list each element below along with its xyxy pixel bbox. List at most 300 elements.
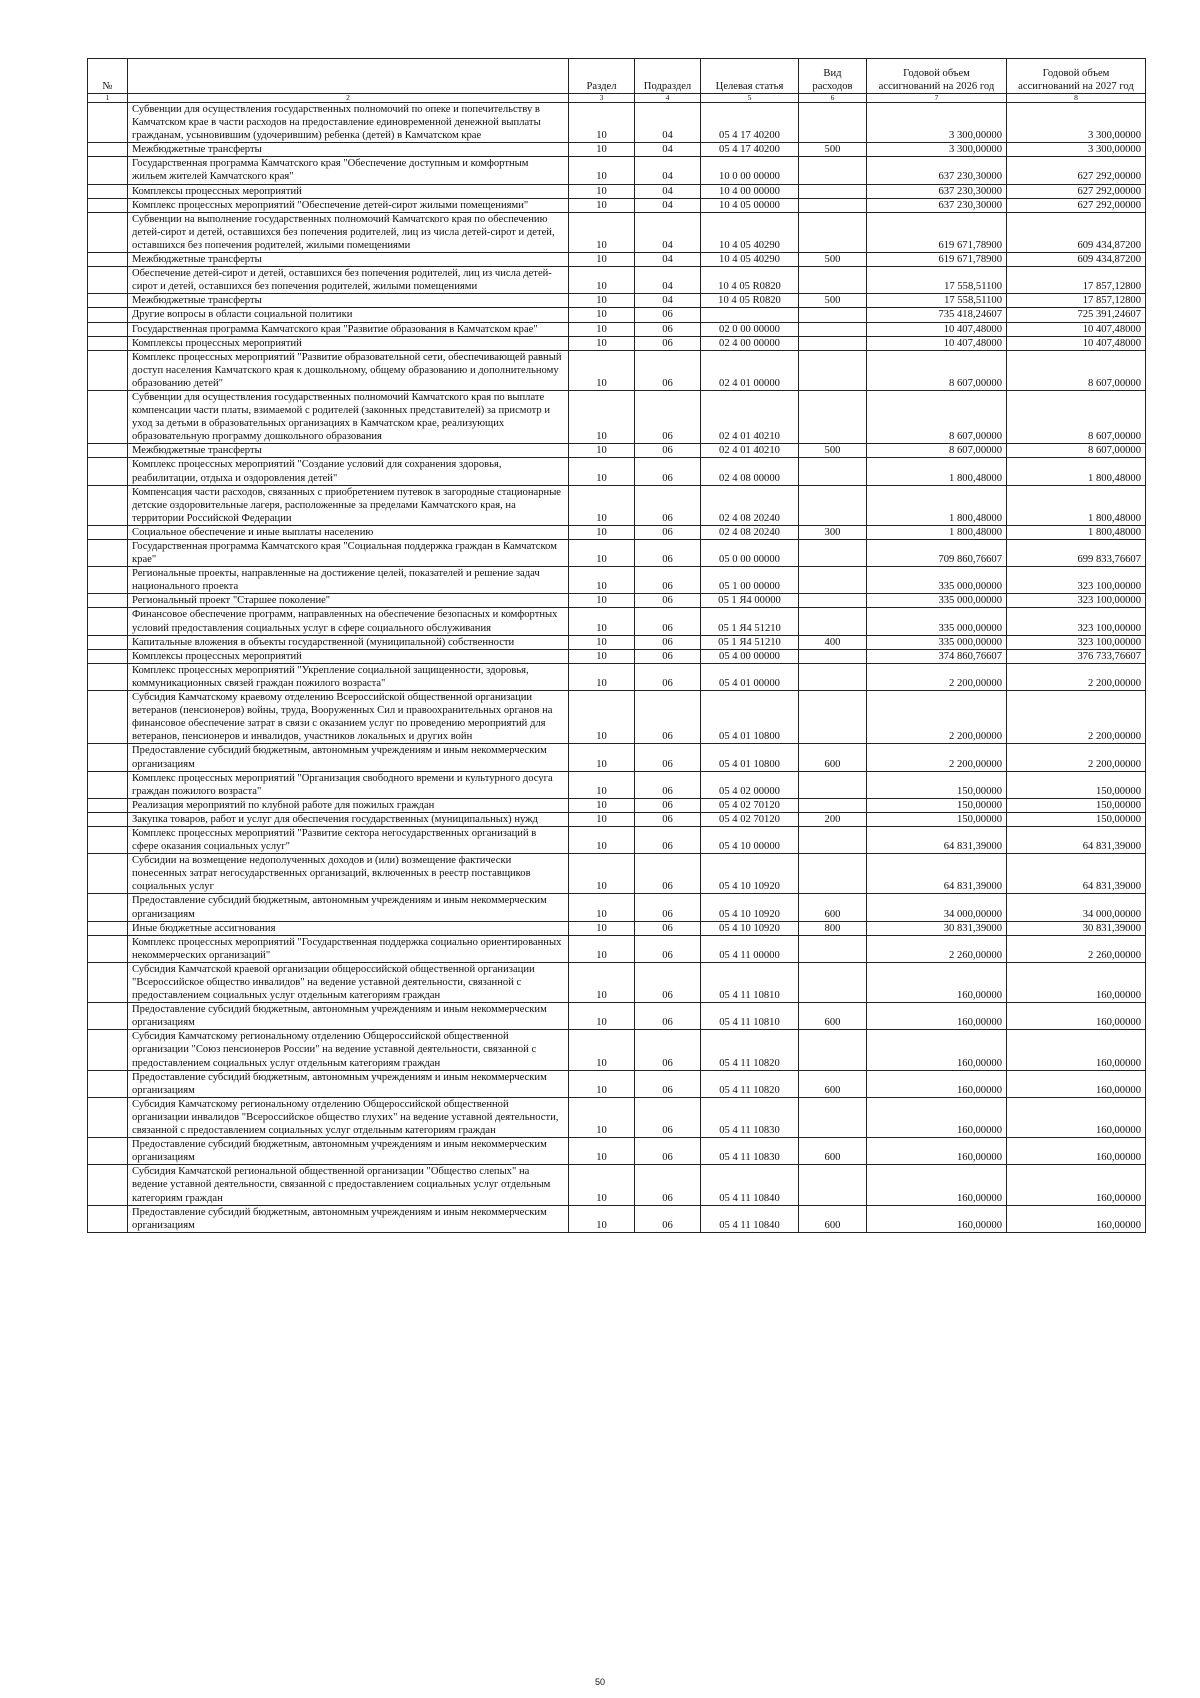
row-razdel-cell: 10: [569, 485, 635, 525]
row-amount-2026-cell: 64 831,39000: [867, 854, 1007, 894]
row-podrazdel-cell: 06: [635, 458, 701, 485]
row-name-cell: Предоставление субсидий бюджетным, автономным учреждениям и иным некоммерческим организациям: [128, 1205, 569, 1232]
row-number-cell: [88, 253, 128, 267]
row-target-article-cell: 05 4 17 40200: [701, 103, 799, 143]
table-row: [88, 253, 1146, 267]
row-razdel-cell: 10: [569, 567, 635, 594]
row-target-article-cell: 10 4 05 40290: [701, 212, 799, 252]
row-podrazdel-cell: 06: [635, 935, 701, 962]
row-expense-type-cell: 600: [799, 1003, 867, 1030]
table-row: [88, 1030, 1146, 1070]
column-number: 7: [867, 94, 1007, 103]
row-amount-2027-cell: 8 607,00000: [1007, 390, 1146, 443]
row-target-article-cell: 10 4 05 R0820: [701, 267, 799, 294]
table-row: [88, 663, 1146, 690]
row-amount-2026-cell: 17 558,51100: [867, 294, 1007, 308]
table-row: [88, 350, 1146, 390]
row-amount-2027-cell: 160,00000: [1007, 1070, 1146, 1097]
row-podrazdel-cell: 06: [635, 594, 701, 608]
budget-table: [87, 58, 1146, 1233]
row-name-cell: Комплекс процессных мероприятий "Создание условий для сохранения здоровья, реабилитации, отдыха и оздоровления детей": [128, 458, 569, 485]
row-expense-type-cell: [799, 798, 867, 812]
row-amount-2026-cell: 2 200,00000: [867, 691, 1007, 744]
row-amount-2026-cell: 637 230,30000: [867, 184, 1007, 198]
row-name-cell: Комплекс процессных мероприятий "Государственная поддержка социально ориентированных некоммерческих организаций": [128, 935, 569, 962]
row-amount-2027-cell: 323 100,00000: [1007, 608, 1146, 635]
row-expense-type-cell: [799, 458, 867, 485]
row-number-cell: [88, 267, 128, 294]
row-number-cell: [88, 691, 128, 744]
row-target-article-cell: 02 4 08 00000: [701, 458, 799, 485]
row-expense-type-cell: [799, 771, 867, 798]
row-expense-type-cell: [799, 485, 867, 525]
column-number-row: [88, 94, 1146, 103]
row-amount-2026-cell: 160,00000: [867, 1030, 1007, 1070]
table-row: [88, 594, 1146, 608]
row-expense-type-cell: [799, 308, 867, 322]
row-razdel-cell: 10: [569, 198, 635, 212]
row-name-cell: Межбюджетные трансферты: [128, 444, 569, 458]
row-expense-type-cell: [799, 608, 867, 635]
row-number-cell: [88, 157, 128, 184]
row-amount-2026-cell: 8 607,00000: [867, 350, 1007, 390]
page-number: 50: [594, 1677, 605, 1687]
table-row: [88, 854, 1146, 894]
table-row: [88, 1165, 1146, 1205]
row-razdel-cell: 10: [569, 540, 635, 567]
row-amount-2027-cell: 160,00000: [1007, 962, 1146, 1002]
row-name-cell: Иные бюджетные ассигнования: [128, 921, 569, 935]
row-target-article-cell: 05 4 11 10820: [701, 1070, 799, 1097]
row-number-cell: [88, 635, 128, 649]
row-expense-type-cell: [799, 691, 867, 744]
table-row: [88, 294, 1146, 308]
row-name-cell: Обеспечение детей-сирот и детей, оставшихся без попечения родителей, лиц из числа детей-сирот и детей, оставшихся без попечения родителей, жилыми помещениями: [128, 267, 569, 294]
row-target-article-cell: 05 1 Я4 00000: [701, 594, 799, 608]
row-expense-type-cell: [799, 157, 867, 184]
row-name-cell: Региональные проекты, направленные на достижение целей, показателей и решение задач национального проекта: [128, 567, 569, 594]
row-expense-type-cell: [799, 567, 867, 594]
table-row: [88, 812, 1146, 826]
row-expense-type-cell: [799, 350, 867, 390]
row-target-article-cell: 05 4 11 10820: [701, 1030, 799, 1070]
table-body: [88, 103, 1146, 1233]
row-expense-type-cell: [799, 198, 867, 212]
row-podrazdel-cell: 06: [635, 525, 701, 539]
row-number-cell: [88, 894, 128, 921]
row-number-cell: [88, 962, 128, 1002]
row-amount-2026-cell: 150,00000: [867, 771, 1007, 798]
row-podrazdel-cell: 06: [635, 771, 701, 798]
row-amount-2026-cell: 160,00000: [867, 962, 1007, 1002]
row-amount-2027-cell: 64 831,39000: [1007, 826, 1146, 853]
row-amount-2027-cell: 150,00000: [1007, 798, 1146, 812]
row-razdel-cell: 10: [569, 1165, 635, 1205]
row-number-cell: [88, 143, 128, 157]
row-name-cell: Субвенции для осуществления государственных полномочий по опеке и попечительству в Камчатском крае в части расходов на предоставление единовременной денежной выплаты гражданам, усыновившим (удочерившим) ребенка (детей) в Камчатском крае: [128, 103, 569, 143]
table-row: [88, 143, 1146, 157]
row-name-cell: Субсидия Камчатской краевой организации общероссийской общественной организации "Всероссийское общество инвалидов" на ведение уставной деятельности, связанной с предоставлением социальных услуг отдельным категориям граждан: [128, 962, 569, 1002]
row-target-article-cell: 05 4 02 70120: [701, 812, 799, 826]
row-name-cell: Межбюджетные трансферты: [128, 253, 569, 267]
row-number-cell: [88, 771, 128, 798]
row-amount-2026-cell: 335 000,00000: [867, 594, 1007, 608]
row-razdel-cell: 10: [569, 253, 635, 267]
row-number-cell: [88, 567, 128, 594]
row-amount-2026-cell: 735 418,24607: [867, 308, 1007, 322]
row-name-cell: Государственная программа Камчатского края "Обеспечение доступным и комфортным жильем жителей Камчатского края": [128, 157, 569, 184]
row-name-cell: Предоставление субсидий бюджетным, автономным учреждениям и иным некоммерческим организациям: [128, 1003, 569, 1030]
row-podrazdel-cell: 04: [635, 157, 701, 184]
row-number-cell: [88, 798, 128, 812]
header-podrazdel: Подраздел: [635, 59, 701, 94]
row-podrazdel-cell: 06: [635, 744, 701, 771]
row-razdel-cell: 10: [569, 1205, 635, 1232]
row-razdel-cell: 10: [569, 336, 635, 350]
row-number-cell: [88, 350, 128, 390]
row-number-cell: [88, 935, 128, 962]
column-number: 1: [88, 94, 128, 103]
row-number-cell: [88, 390, 128, 443]
row-amount-2026-cell: 150,00000: [867, 812, 1007, 826]
column-number: 3: [569, 94, 635, 103]
row-number-cell: [88, 854, 128, 894]
row-amount-2027-cell: 627 292,00000: [1007, 157, 1146, 184]
row-target-article-cell: 02 4 08 20240: [701, 485, 799, 525]
row-podrazdel-cell: 06: [635, 1138, 701, 1165]
table-row: [88, 198, 1146, 212]
row-amount-2026-cell: 17 558,51100: [867, 267, 1007, 294]
row-amount-2027-cell: 699 833,76607: [1007, 540, 1146, 567]
header-amount-2027: Годовой объем ассигнований на 2027 год: [1007, 59, 1146, 94]
row-target-article-cell: 02 4 08 20240: [701, 525, 799, 539]
row-target-article-cell: 05 4 00 00000: [701, 649, 799, 663]
table-row: [88, 649, 1146, 663]
table-row: [88, 826, 1146, 853]
row-name-cell: Комплекс процессных мероприятий "Развитие образовательной сети, обеспечивающей равный доступ населения Камчатского края к дошкольному, общему образованию и дополнительному образованию детей": [128, 350, 569, 390]
row-razdel-cell: 10: [569, 103, 635, 143]
row-podrazdel-cell: 06: [635, 854, 701, 894]
row-expense-type-cell: [799, 663, 867, 690]
table-row: [88, 458, 1146, 485]
row-amount-2026-cell: 10 407,48000: [867, 336, 1007, 350]
row-target-article-cell: 02 4 00 00000: [701, 336, 799, 350]
row-target-article-cell: 10 4 05 40290: [701, 253, 799, 267]
row-expense-type-cell: 600: [799, 894, 867, 921]
header-razdel: Раздел: [569, 59, 635, 94]
row-razdel-cell: 10: [569, 184, 635, 198]
row-amount-2027-cell: 2 260,00000: [1007, 935, 1146, 962]
row-razdel-cell: 10: [569, 444, 635, 458]
row-amount-2026-cell: 619 671,78900: [867, 212, 1007, 252]
row-podrazdel-cell: 06: [635, 1003, 701, 1030]
column-number: 4: [635, 94, 701, 103]
row-number-cell: [88, 921, 128, 935]
row-target-article-cell: 05 4 11 10810: [701, 962, 799, 1002]
table-row: [88, 962, 1146, 1002]
row-amount-2026-cell: 30 831,39000: [867, 921, 1007, 935]
row-amount-2026-cell: 1 800,48000: [867, 525, 1007, 539]
row-amount-2027-cell: 1 800,48000: [1007, 525, 1146, 539]
row-name-cell: Субвенции для осуществления государственных полномочий Камчатского края по выплате компенсации части платы, взимаемой с родителей (законных представителей) за присмотр и уход за детьми в образовательных организациях в Камчатском крае, реализующих образовательную программу дошкольного образования: [128, 390, 569, 443]
row-amount-2027-cell: 609 434,87200: [1007, 212, 1146, 252]
row-amount-2027-cell: 160,00000: [1007, 1165, 1146, 1205]
row-target-article-cell: 05 4 02 00000: [701, 771, 799, 798]
row-number-cell: [88, 594, 128, 608]
row-razdel-cell: 10: [569, 1070, 635, 1097]
row-number-cell: [88, 1205, 128, 1232]
row-amount-2027-cell: 1 800,48000: [1007, 458, 1146, 485]
row-amount-2027-cell: 64 831,39000: [1007, 854, 1146, 894]
row-amount-2026-cell: 335 000,00000: [867, 567, 1007, 594]
row-razdel-cell: 10: [569, 798, 635, 812]
row-name-cell: Капитальные вложения в объекты государственной (муниципальной) собственности: [128, 635, 569, 649]
row-amount-2027-cell: 17 857,12800: [1007, 294, 1146, 308]
row-name-cell: Комплекс процессных мероприятий "Организация свободного времени и культурного досуга граждан пожилого возраста": [128, 771, 569, 798]
row-number-cell: [88, 1165, 128, 1205]
row-amount-2027-cell: 34 000,00000: [1007, 894, 1146, 921]
row-amount-2026-cell: 2 260,00000: [867, 935, 1007, 962]
row-amount-2027-cell: 160,00000: [1007, 1138, 1146, 1165]
row-name-cell: Предоставление субсидий бюджетным, автономным учреждениям и иным некоммерческим организациям: [128, 744, 569, 771]
row-amount-2026-cell: 160,00000: [867, 1138, 1007, 1165]
row-podrazdel-cell: 04: [635, 143, 701, 157]
row-name-cell: Субсидии на возмещение недополученных доходов и (или) возмещение фактически понесенных затрат негосударственных организаций, включенных в реестр поставщиков социальных услуг: [128, 854, 569, 894]
table-row: [88, 1070, 1146, 1097]
row-number-cell: [88, 198, 128, 212]
row-number-cell: [88, 294, 128, 308]
row-podrazdel-cell: 06: [635, 649, 701, 663]
table-row: [88, 567, 1146, 594]
table-row: [88, 608, 1146, 635]
row-name-cell: Межбюджетные трансферты: [128, 143, 569, 157]
row-amount-2026-cell: 8 607,00000: [867, 444, 1007, 458]
table-row: [88, 212, 1146, 252]
row-expense-type-cell: 600: [799, 744, 867, 771]
row-name-cell: Государственная программа Камчатского края "Развитие образования в Камчатском крае": [128, 322, 569, 336]
row-target-article-cell: 05 4 17 40200: [701, 143, 799, 157]
table-row: [88, 635, 1146, 649]
row-name-cell: Финансовое обеспечение программ, направленных на обеспечение безопасных и комфортных условий предоставления социальных услуг в сфере социального обслуживания: [128, 608, 569, 635]
row-amount-2026-cell: 637 230,30000: [867, 198, 1007, 212]
row-podrazdel-cell: 06: [635, 635, 701, 649]
row-podrazdel-cell: 06: [635, 1097, 701, 1137]
row-name-cell: Компенсация части расходов, связанных с приобретением путевок в загородные стационарные детские оздоровительные лагеря, расположенные за пределами Камчатского края, на территории Российской Федерации: [128, 485, 569, 525]
row-podrazdel-cell: 06: [635, 1205, 701, 1232]
row-razdel-cell: 10: [569, 267, 635, 294]
row-target-article-cell: 05 4 10 00000: [701, 826, 799, 853]
row-podrazdel-cell: 06: [635, 921, 701, 935]
row-target-article-cell: 05 4 11 10830: [701, 1138, 799, 1165]
row-number-cell: [88, 308, 128, 322]
table-row: [88, 771, 1146, 798]
row-number-cell: [88, 336, 128, 350]
row-podrazdel-cell: 06: [635, 1030, 701, 1070]
row-expense-type-cell: [799, 1165, 867, 1205]
row-target-article-cell: [701, 308, 799, 322]
row-expense-type-cell: 500: [799, 143, 867, 157]
row-podrazdel-cell: 06: [635, 308, 701, 322]
row-razdel-cell: 10: [569, 608, 635, 635]
row-target-article-cell: 05 4 11 00000: [701, 935, 799, 962]
row-target-article-cell: 02 4 01 00000: [701, 350, 799, 390]
row-razdel-cell: 10: [569, 962, 635, 1002]
row-amount-2026-cell: 335 000,00000: [867, 635, 1007, 649]
row-number-cell: [88, 1003, 128, 1030]
row-expense-type-cell: 300: [799, 525, 867, 539]
row-expense-type-cell: [799, 962, 867, 1002]
row-amount-2027-cell: 627 292,00000: [1007, 198, 1146, 212]
row-number-cell: [88, 649, 128, 663]
table-row: [88, 336, 1146, 350]
row-amount-2027-cell: 323 100,00000: [1007, 635, 1146, 649]
row-expense-type-cell: [799, 649, 867, 663]
row-podrazdel-cell: 06: [635, 663, 701, 690]
row-amount-2027-cell: 2 200,00000: [1007, 744, 1146, 771]
row-name-cell: Комплекс процессных мероприятий "Укрепление социальной защищенности, здоровья, коммуникационных связей граждан пожилого возраста": [128, 663, 569, 690]
row-podrazdel-cell: 06: [635, 444, 701, 458]
row-target-article-cell: 10 4 05 R0820: [701, 294, 799, 308]
row-amount-2027-cell: 10 407,48000: [1007, 336, 1146, 350]
row-amount-2027-cell: 8 607,00000: [1007, 350, 1146, 390]
row-podrazdel-cell: 06: [635, 812, 701, 826]
row-razdel-cell: 10: [569, 1003, 635, 1030]
row-razdel-cell: 10: [569, 935, 635, 962]
row-amount-2027-cell: 725 391,24607: [1007, 308, 1146, 322]
row-target-article-cell: 05 0 00 00000: [701, 540, 799, 567]
row-amount-2026-cell: 10 407,48000: [867, 322, 1007, 336]
row-razdel-cell: 10: [569, 1030, 635, 1070]
row-number-cell: [88, 212, 128, 252]
header-name: [128, 59, 569, 94]
row-amount-2026-cell: 637 230,30000: [867, 157, 1007, 184]
row-number-cell: [88, 1138, 128, 1165]
row-amount-2027-cell: 3 300,00000: [1007, 143, 1146, 157]
row-name-cell: Предоставление субсидий бюджетным, автономным учреждениям и иным некоммерческим организациям: [128, 894, 569, 921]
row-target-article-cell: 05 4 11 10810: [701, 1003, 799, 1030]
row-number-cell: [88, 540, 128, 567]
row-amount-2027-cell: 323 100,00000: [1007, 594, 1146, 608]
table-row: [88, 103, 1146, 143]
row-number-cell: [88, 444, 128, 458]
row-podrazdel-cell: 06: [635, 1165, 701, 1205]
row-amount-2027-cell: 3 300,00000: [1007, 103, 1146, 143]
table-row: [88, 525, 1146, 539]
header-target-article: Целевая статья: [701, 59, 799, 94]
row-number-cell: [88, 1070, 128, 1097]
row-amount-2027-cell: 10 407,48000: [1007, 322, 1146, 336]
row-razdel-cell: 10: [569, 390, 635, 443]
column-number: 5: [701, 94, 799, 103]
row-amount-2027-cell: 160,00000: [1007, 1030, 1146, 1070]
table-row: [88, 184, 1146, 198]
row-amount-2027-cell: 160,00000: [1007, 1003, 1146, 1030]
row-amount-2026-cell: 619 671,78900: [867, 253, 1007, 267]
row-expense-type-cell: 600: [799, 1205, 867, 1232]
row-podrazdel-cell: 04: [635, 253, 701, 267]
table-row: [88, 744, 1146, 771]
row-target-article-cell: 05 4 10 10920: [701, 854, 799, 894]
row-podrazdel-cell: 06: [635, 350, 701, 390]
row-amount-2027-cell: 2 200,00000: [1007, 691, 1146, 744]
row-expense-type-cell: [799, 854, 867, 894]
row-expense-type-cell: 500: [799, 253, 867, 267]
row-expense-type-cell: [799, 267, 867, 294]
row-amount-2026-cell: 374 860,76607: [867, 649, 1007, 663]
row-name-cell: Субсидия Камчатскому краевому отделению Всероссийской общественной организации ветеранов (пенсионеров) войны, труда, Вооруженных Сил и правоохранительных органов на финансовое обеспечение затрат в связи с оказанием услуг по проведению мероприятий для ветеранов, пенсионеров и инвалидов, участников локальных и других войн: [128, 691, 569, 744]
row-razdel-cell: 10: [569, 294, 635, 308]
row-number-cell: [88, 322, 128, 336]
row-amount-2027-cell: 17 857,12800: [1007, 267, 1146, 294]
row-razdel-cell: 10: [569, 308, 635, 322]
row-amount-2026-cell: 160,00000: [867, 1097, 1007, 1137]
row-target-article-cell: 10 4 05 00000: [701, 198, 799, 212]
row-razdel-cell: 10: [569, 458, 635, 485]
row-name-cell: Комплексы процессных мероприятий: [128, 649, 569, 663]
row-podrazdel-cell: 04: [635, 184, 701, 198]
table-row: [88, 157, 1146, 184]
row-expense-type-cell: [799, 322, 867, 336]
row-razdel-cell: 10: [569, 1097, 635, 1137]
row-target-article-cell: 05 1 00 00000: [701, 567, 799, 594]
row-expense-type-cell: 600: [799, 1138, 867, 1165]
row-target-article-cell: 05 4 02 70120: [701, 798, 799, 812]
row-amount-2026-cell: 64 831,39000: [867, 826, 1007, 853]
row-expense-type-cell: [799, 1030, 867, 1070]
row-razdel-cell: 10: [569, 322, 635, 336]
row-number-cell: [88, 663, 128, 690]
row-target-article-cell: 02 4 01 40210: [701, 390, 799, 443]
row-amount-2026-cell: 160,00000: [867, 1003, 1007, 1030]
table-row: [88, 308, 1146, 322]
row-expense-type-cell: 800: [799, 921, 867, 935]
table-row: [88, 1003, 1146, 1030]
table-row: [88, 1205, 1146, 1232]
row-target-article-cell: 05 4 11 10830: [701, 1097, 799, 1137]
row-expense-type-cell: [799, 935, 867, 962]
row-podrazdel-cell: 06: [635, 540, 701, 567]
row-podrazdel-cell: 06: [635, 962, 701, 1002]
row-razdel-cell: 10: [569, 826, 635, 853]
row-razdel-cell: 10: [569, 812, 635, 826]
row-amount-2026-cell: 2 200,00000: [867, 744, 1007, 771]
table-row: [88, 1138, 1146, 1165]
row-name-cell: Предоставление субсидий бюджетным, автономным учреждениям и иным некоммерческим организациям: [128, 1070, 569, 1097]
row-amount-2027-cell: 376 733,76607: [1007, 649, 1146, 663]
row-podrazdel-cell: 06: [635, 798, 701, 812]
row-expense-type-cell: 200: [799, 812, 867, 826]
row-razdel-cell: 10: [569, 921, 635, 935]
row-podrazdel-cell: 06: [635, 608, 701, 635]
row-amount-2027-cell: 323 100,00000: [1007, 567, 1146, 594]
row-amount-2027-cell: 160,00000: [1007, 1097, 1146, 1137]
row-amount-2026-cell: 709 860,76607: [867, 540, 1007, 567]
row-number-cell: [88, 458, 128, 485]
row-name-cell: Государственная программа Камчатского края "Социальная поддержка граждан в Камчатском крае": [128, 540, 569, 567]
row-amount-2027-cell: 150,00000: [1007, 812, 1146, 826]
row-name-cell: Предоставление субсидий бюджетным, автономным учреждениям и иным некоммерческим организациям: [128, 1138, 569, 1165]
row-razdel-cell: 10: [569, 663, 635, 690]
row-amount-2026-cell: 335 000,00000: [867, 608, 1007, 635]
column-number: 8: [1007, 94, 1146, 103]
row-podrazdel-cell: 06: [635, 567, 701, 594]
row-number-cell: [88, 485, 128, 525]
row-target-article-cell: 05 1 Я4 51210: [701, 635, 799, 649]
row-amount-2026-cell: 8 607,00000: [867, 390, 1007, 443]
row-razdel-cell: 10: [569, 594, 635, 608]
row-amount-2026-cell: 3 300,00000: [867, 143, 1007, 157]
table-row: [88, 691, 1146, 744]
